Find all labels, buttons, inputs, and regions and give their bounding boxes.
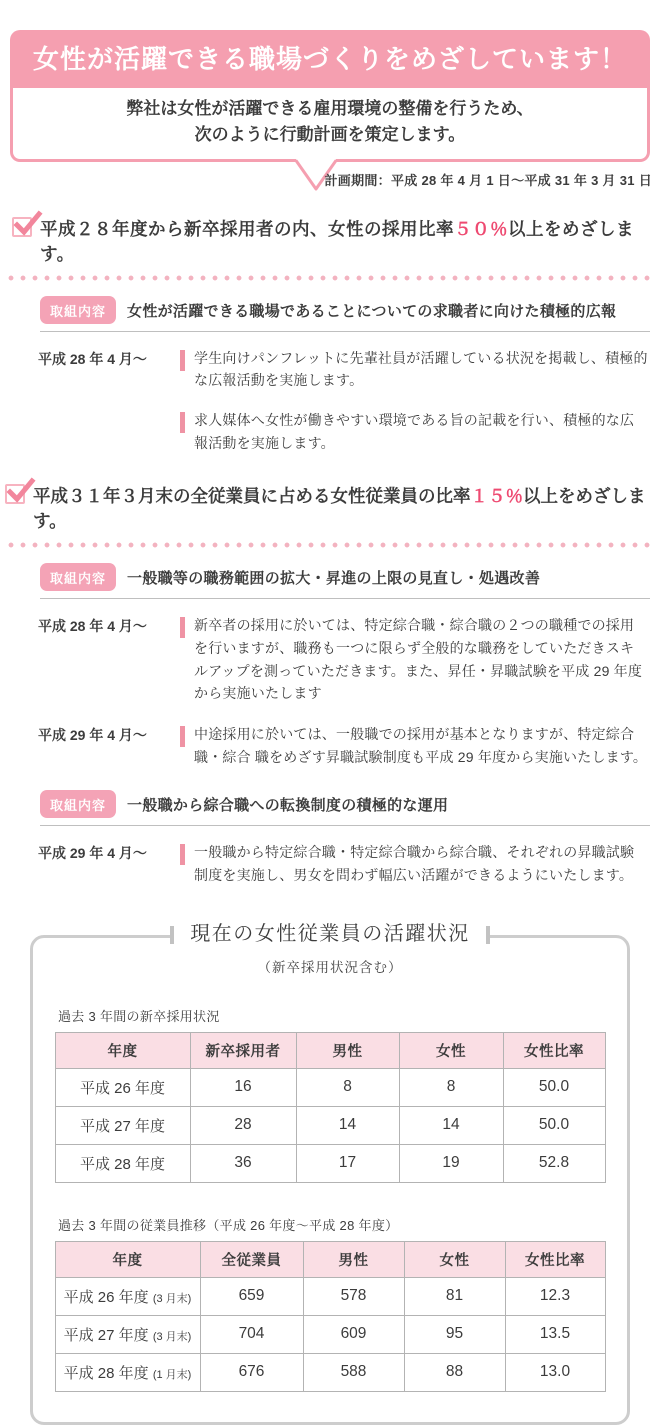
table-row: [55, 1277, 605, 1315]
year-cell: 平成 26 年度: [55, 1068, 190, 1106]
goal-2-post: 以上をめざします。: [33, 486, 646, 532]
value-cell: 81: [404, 1277, 505, 1315]
initiative-3-title: 一般職から綜合職への転換制度の積極的な運用: [127, 797, 449, 815]
header-banner: [10, 30, 650, 162]
table-row: [55, 1353, 605, 1391]
value-cell: 588: [303, 1353, 404, 1391]
year-text: 平成 28 年度: [63, 1364, 149, 1382]
checkmark-icon: [12, 217, 32, 237]
dotted-divider: [8, 275, 652, 281]
plan-period-text: 計画期間：平成 28 年 4 月 1 日～平成 31 年 3 月 31 日: [324, 172, 652, 188]
banner-subtitle-line2: 次のように行動計画を策定します。: [194, 125, 466, 145]
table-row: [55, 1106, 605, 1144]
initiative-3: [0, 790, 660, 886]
value-cell: 28: [190, 1106, 296, 1144]
year-cell: [55, 1353, 200, 1391]
banner-subtitle: [10, 88, 650, 162]
year-text: 平成 26 年度: [63, 1288, 149, 1306]
initiative-label-badge: 取組内容: [40, 563, 116, 591]
column-header: 男性: [296, 1032, 399, 1068]
checkmark-icon: [5, 484, 25, 504]
action-items: [180, 723, 648, 768]
column-header: 年度: [55, 1241, 200, 1277]
value-cell: 578: [303, 1277, 404, 1315]
table-row: [55, 1144, 605, 1182]
action-items: [180, 841, 648, 886]
period-label: 平成 29 年 4 月～: [38, 727, 147, 744]
goal-2-text: [33, 483, 652, 533]
table-header-row: [55, 1032, 605, 1068]
schedule-row: [38, 841, 648, 886]
page-title: 女性が活躍できる職場づくりをめざしています！: [10, 30, 650, 88]
value-cell: 609: [303, 1315, 404, 1353]
value-cell: 12.3: [505, 1277, 605, 1315]
bullet-bar-icon: [180, 412, 185, 433]
banner-tail-row: [0, 162, 660, 206]
status-box: [30, 935, 630, 1425]
value-cell: 14: [296, 1106, 399, 1144]
column-header: 全従業員: [200, 1241, 303, 1277]
action-item-text: 求人媒体へ女性が働きやすい環境である旨の記載を行い、積極的な広報活動を実施します。: [194, 412, 635, 451]
column-header: 女性: [399, 1032, 503, 1068]
value-cell: 19: [399, 1144, 503, 1182]
goal-1-highlight: ５０％: [454, 218, 508, 239]
goal-1-post: 以上をめざします。: [40, 218, 634, 264]
action-item: [180, 409, 648, 454]
period-label: 平成 29 年 4 月～: [38, 845, 147, 862]
year-cell: 平成 27 年度: [55, 1106, 190, 1144]
period-label: 平成 28 年 4 月～: [38, 618, 147, 635]
bullet-bar-icon: [180, 617, 185, 638]
action-item: [180, 841, 648, 886]
value-cell: 52.8: [503, 1144, 605, 1182]
goal-1-text: [40, 216, 652, 266]
year-cell: [55, 1277, 200, 1315]
initiative-2-header: [40, 563, 650, 599]
goal-1-heading: [12, 216, 652, 266]
column-header: 女性比率: [503, 1032, 605, 1068]
action-item: [180, 347, 648, 392]
dotted-divider: [8, 542, 652, 548]
goal-2-heading: [5, 483, 652, 533]
column-header: 年度: [55, 1032, 190, 1068]
value-cell: 676: [200, 1353, 303, 1391]
goal-2-pre: 平成３１年３月末の全従業員に占める女性従業員の比率: [33, 486, 471, 507]
schedule-row: [38, 347, 648, 455]
action-item: [180, 723, 648, 768]
value-cell: 16: [190, 1068, 296, 1106]
year-cell: 平成 28 年度: [55, 1144, 190, 1182]
value-cell: 36: [190, 1144, 296, 1182]
value-cell: 8: [399, 1068, 503, 1106]
value-cell: 50.0: [503, 1106, 605, 1144]
action-items: [180, 347, 648, 455]
initiative-label-badge: 取組内容: [40, 296, 116, 324]
initiative-2: [0, 563, 660, 768]
table-row: [55, 1315, 605, 1353]
column-header: 女性比率: [505, 1241, 605, 1277]
value-cell: 95: [404, 1315, 505, 1353]
schedule-row: [38, 614, 648, 705]
action-item-text: 新卒者の採用に於いては、特定綜合職・綜合職の２つの職種での採用を行いますが、職務も一つに限らず全般的な職務をしていただきスキルアップを測っていただきます。また、昇任・昇職試験を平成 29 年度から実施いたします: [194, 617, 643, 702]
value-cell: 13.0: [505, 1353, 605, 1391]
action-item: [180, 614, 648, 705]
schedule-row: [38, 723, 648, 768]
table-row: [55, 1068, 605, 1106]
status-section-subtitle: （新卒採用状況含む）: [257, 959, 403, 975]
value-cell: 659: [200, 1277, 303, 1315]
initiative-2-title: 一般職等の職務範囲の拡大・昇進の上限の見直し・処遇改善: [127, 570, 541, 588]
action-item-text: 中途採用に於いては、一般職での採用が基本となりますが、特定綜合職・綜合 職をめざす昇職試験制度も平成 29 年度から実施いたします。: [194, 726, 648, 765]
status-section: [30, 922, 630, 1425]
year-note: (3 月末): [152, 1292, 192, 1305]
value-cell: 14: [399, 1106, 503, 1144]
year-note: (3 月末): [152, 1330, 192, 1343]
period-label: 平成 28 年 4 月～: [38, 350, 147, 367]
status-title-wrap: [30, 919, 630, 949]
initiative-1-title: 女性が活躍できる職場であることについての求職者に向けた積極的広報: [127, 302, 617, 320]
value-cell: 13.5: [505, 1315, 605, 1353]
column-header: 新卒採用者: [190, 1032, 296, 1068]
action-items: [180, 614, 648, 705]
value-cell: 88: [404, 1353, 505, 1391]
goal-1-pre: 平成２８年度から新卒採用者の内、女性の採用比率: [40, 218, 454, 239]
column-header: 男性: [303, 1241, 404, 1277]
value-cell: 704: [200, 1315, 303, 1353]
employee-trend-table: [55, 1241, 606, 1392]
table-header-row: [55, 1241, 605, 1277]
action-item-text: 一般職から特定綜合職・特定綜合職から綜合職、それぞれの昇職試験制度を実施し、男女を問わず幅広い活躍ができるようにいたします。: [194, 844, 635, 884]
value-cell: 50.0: [503, 1068, 605, 1106]
initiative-1-header: [40, 296, 650, 332]
year-note: (1 月末): [152, 1368, 192, 1381]
column-header: 女性: [404, 1241, 505, 1277]
bullet-bar-icon: [180, 726, 185, 747]
banner-subtitle-line1: 弊社は女性が活躍できる雇用環境の整備を行うため、: [126, 99, 534, 118]
value-cell: 17: [296, 1144, 399, 1182]
table-2-caption: 過去 3 年間の従業員推移（平成 26 年度～平成 28 年度）: [58, 1217, 399, 1233]
initiative-3-header: [40, 790, 650, 826]
bullet-bar-icon: [180, 350, 185, 371]
year-text: 平成 27 年度: [63, 1326, 149, 1344]
initiative-1: [0, 296, 660, 455]
value-cell: 8: [296, 1068, 399, 1106]
status-section-title: 現在の女性従業員の活躍状況: [170, 919, 490, 949]
recruitment-table: [55, 1032, 606, 1183]
bullet-bar-icon: [180, 844, 185, 865]
table-1-caption: 過去 3 年間の新卒採用状況: [58, 1008, 220, 1024]
year-cell: [55, 1315, 200, 1353]
goal-2-highlight: １５％: [470, 486, 523, 507]
action-item-text: 学生向けパンフレットに先輩社員が活躍している状況を掲載し、積極的な広報活動を実施します。: [194, 349, 648, 389]
initiative-label-badge: 取組内容: [40, 790, 116, 818]
